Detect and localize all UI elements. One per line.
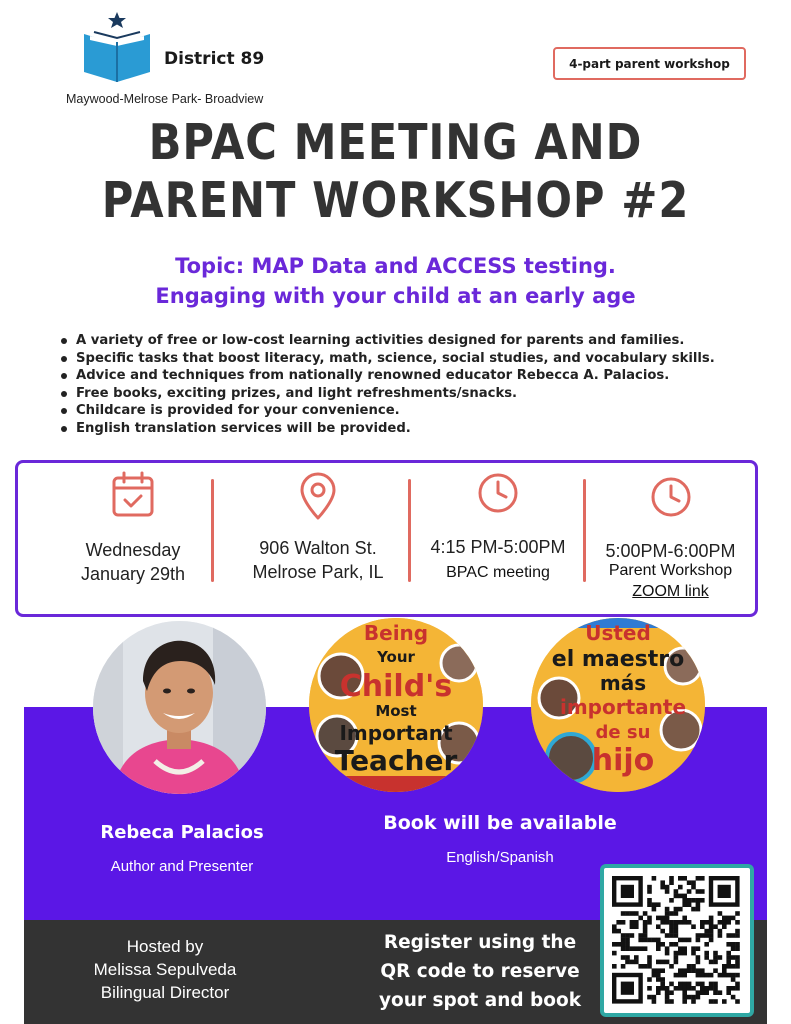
event-details-box — [15, 460, 758, 617]
cover-text-line: más — [599, 671, 647, 695]
cover-text-line: Usted — [585, 621, 651, 645]
qr-code-icon — [612, 876, 742, 1005]
presenter-name: Rebeca Palacios — [100, 822, 264, 843]
cover-text-line: de su — [595, 722, 651, 743]
date-column — [43, 463, 223, 613]
spanish-book-cover — [531, 618, 705, 792]
cover-text-line: Child's — [339, 669, 453, 704]
host-title: Bilingual Director — [100, 983, 230, 1002]
list-item: Childcare is provided for your convenience. — [60, 402, 760, 420]
calendar-check-icon — [111, 471, 155, 523]
divider — [408, 479, 411, 582]
event-day: Wednesday — [85, 540, 181, 560]
cover-text-line: el maestro — [551, 647, 685, 672]
district-subtitle: Maywood-Melrose Park- Broadview — [66, 92, 264, 106]
address-street: 906 Walton St. — [259, 538, 377, 558]
host-info — [60, 935, 270, 1004]
workshop-label: Parent Workshop — [608, 562, 733, 579]
register-line: Register using the — [383, 932, 577, 953]
cover-text-line: Teacher — [334, 744, 458, 777]
divider — [583, 479, 586, 582]
district-logo — [82, 12, 152, 84]
cover-text-line: Most — [375, 702, 417, 720]
list-item: Free books, exciting prizes, and light refreshments/snacks. — [60, 385, 760, 403]
presenter-role: Author and Presenter — [110, 858, 254, 875]
page-title-line2: PARENT WORKSHOP #2 — [101, 172, 690, 229]
clock-icon — [476, 471, 520, 519]
event-date: January 29th — [80, 564, 186, 584]
presenter-photo — [93, 621, 266, 794]
topic-line1: Topic: MAP Data and ACCESS testing. — [175, 254, 616, 278]
english-book-cover — [309, 618, 483, 792]
location-column — [228, 463, 408, 613]
workshop-time: 5:00PM-6:00PM — [605, 541, 736, 561]
cover-text-line: importante — [559, 695, 687, 719]
page-title-line1: BPAC MEETING AND — [148, 114, 643, 171]
workshop-badge: 4-part parent workshop — [553, 47, 746, 80]
address-city: Melrose Park, IL — [252, 562, 384, 582]
qr-code[interactable] — [600, 864, 754, 1017]
book-availability: Book will be available — [383, 812, 617, 834]
register-callout — [360, 928, 600, 1015]
host-label: Hosted by — [126, 937, 204, 956]
zoom-link[interactable]: ZOOM link — [632, 583, 709, 600]
cover-text-line: hijo — [591, 743, 655, 778]
workshop-time-column — [588, 463, 753, 613]
bpac-time-column — [413, 463, 583, 613]
topic-line2: Engaging with your child at an early age — [155, 284, 636, 308]
list-item: Advice and techniques from nationally renowned educator Rebecca A. Palacios. — [60, 367, 760, 385]
clock-icon — [649, 475, 693, 523]
host-name: Melissa Sepulveda — [93, 960, 237, 979]
list-item: A variety of free or low-cost learning activities designed for parents and families. — [60, 332, 760, 350]
register-line: your spot and book — [378, 990, 582, 1011]
map-pin-icon — [298, 471, 338, 525]
district-name: District 89 — [164, 49, 265, 69]
bpac-time: 4:15 PM-5:00PM — [430, 537, 566, 557]
cover-text-line: Your — [377, 648, 415, 666]
bpac-label: BPAC meeting — [446, 564, 550, 581]
cover-text-line: Important — [339, 721, 453, 745]
list-item: Specific tasks that boost literacy, math, science, social studies, and vocabulary skills. — [60, 350, 760, 368]
register-line: QR code to reserve — [380, 961, 580, 982]
benefits-list — [60, 332, 760, 438]
list-item: English translation services will be provided. — [60, 420, 760, 438]
cover-text-line: Being — [363, 621, 429, 645]
book-languages: English/Spanish — [446, 849, 554, 866]
divider — [211, 479, 214, 582]
